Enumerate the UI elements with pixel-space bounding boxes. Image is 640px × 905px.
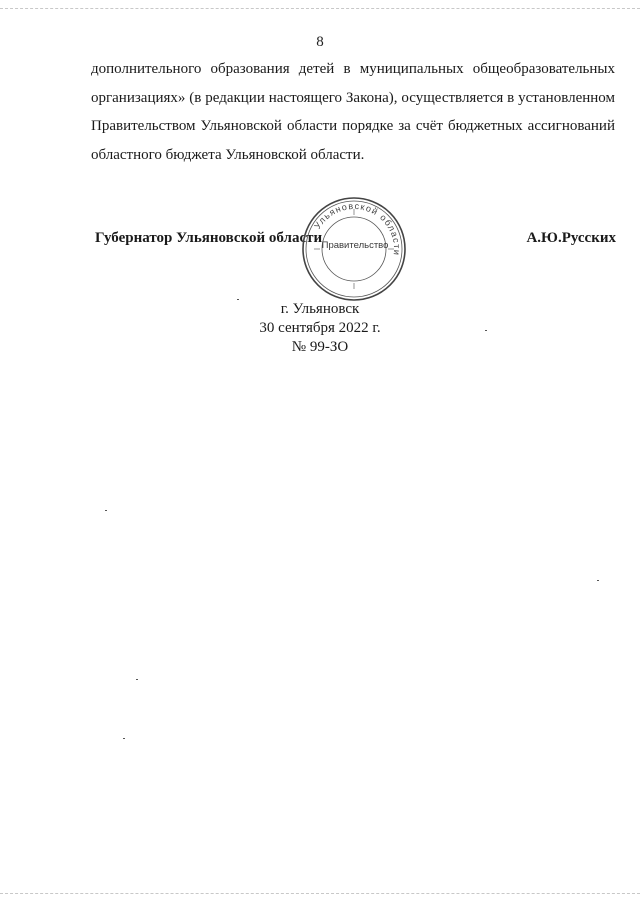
law-number: № 99-ЗО: [291, 339, 349, 355]
scan-speck: [105, 510, 107, 511]
scan-speck: [237, 299, 239, 300]
scan-speck: [123, 738, 125, 739]
scan-speck: [597, 580, 599, 581]
scan-speck: [485, 330, 487, 331]
law-date: 30 сентября 2022 г.: [259, 320, 381, 336]
city: г. Ульяновск: [280, 301, 360, 317]
body-line-4: областного бюджета Ульяновской области.: [91, 146, 365, 163]
seal-center-label: Правительство: [321, 240, 389, 251]
signer-name: А.Ю.Русских: [526, 230, 616, 246]
page-bottom-edge: [0, 893, 640, 895]
body-paragraph: [91, 55, 615, 169]
seal-ring-text: Ульяновской области: [312, 200, 403, 257]
scan-speck: [136, 679, 138, 680]
page-top-edge: [0, 8, 640, 10]
body-line-1: дополнительного образования детей в муниципальных общеобразовательных: [91, 61, 615, 77]
page-number: 8: [316, 34, 324, 50]
place-and-date-block: [0, 300, 640, 357]
body-line-2: организациях» (в редакции настоящего Закона), осуществляется в установленном: [91, 89, 615, 106]
signer-title: Губернатор Ульяновской области: [95, 230, 323, 246]
body-line-3: Правительством Ульяновской области порядке за счёт бюджетных ассигнований: [91, 118, 615, 134]
